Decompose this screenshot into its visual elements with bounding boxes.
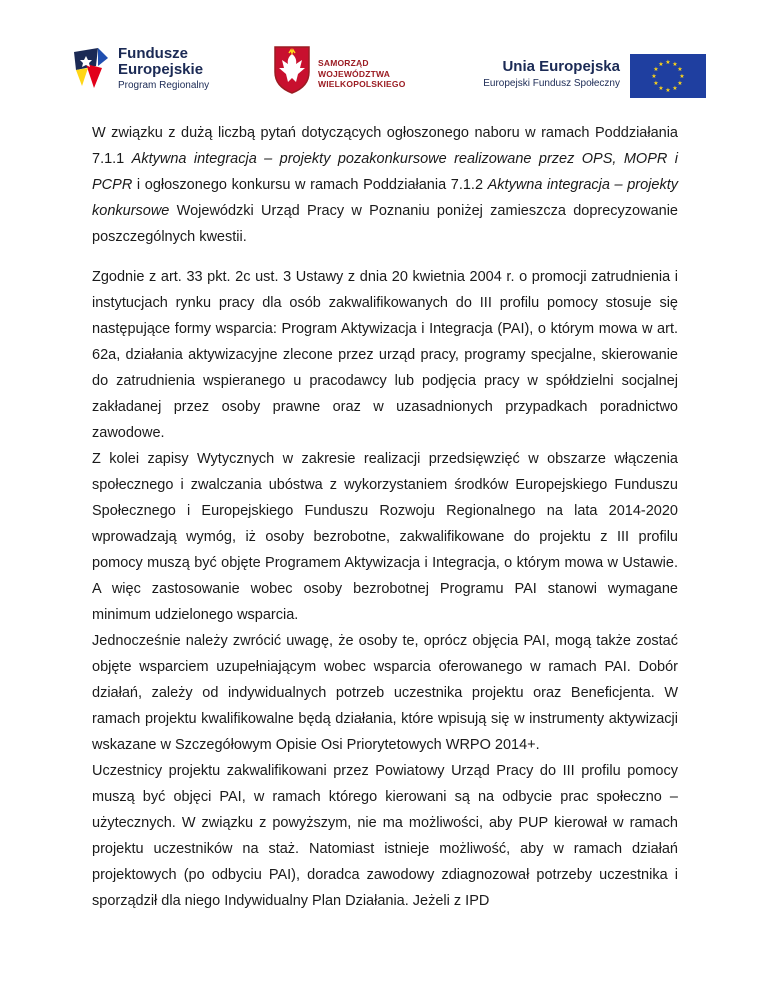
document-body [92,120,678,914]
unia-europejska-logo [466,54,706,100]
eagle-crest-icon [272,44,312,94]
ue-logo-line1: Unia Europejska [502,58,620,75]
ue-logo-line2: Europejski Fundusz Społeczny [483,78,620,89]
svg-text:★: ★ [651,73,657,80]
svg-text:★: ★ [665,87,671,94]
fe-logo-line2: Europejskie [118,61,204,78]
paragraph-wytyczne: Z kolei zapisy Wytycznych w zakresie realizacji przedsięwzięć w obszarze włączenia społecznego i zwalczania ubóstwa z wykorzystaniem środków Europejskiego Funduszu Społecznego i Europejskiego Funduszu Rozwoju Regionalnego na lata 2014-2020 wprowadzają wymóg, iż osoby bezrobotne, zakwalifikowane do projektu z III profilu pomocy muszą być objęte Programem Aktywizacja i Integracja, o którym mowa w Ustawie. A więc zastosowanie wobec osoby bezrobotnej Programu PAI stanowi wymagane minimum udzielonego wsparcia. [92,451,678,623]
fundusze-europejskie-logo [72,44,252,96]
paragraph-ustawa: Zgodnie z art. 33 pkt. 2c ust. 3 Ustawy z dnia 20 kwietnia 2004 r. o promocji zatrudnienia i instytucjach rynku pracy dla osób zakwalifikowanych do III profilu pomocy stosuje się następujące formy wsparcia: Program Aktywizacja i Integracja (PAI), o którym mowa w art. 62a, działania aktywizacyjne zlecone przez urząd pracy, programy specjalne, skierowanie do zatrudnienia wspieranego u pracodawcy lub podjęcia pracy w spółdzielni socjalnej zakładanej przez osoby prawne oraz w uzasadnionych przypadkach poradnictwo zawodowe. [92,269,678,441]
paragraph-wsparcie: Jednocześnie należy zwrócić uwagę, że osoby te, oprócz objęcia PAI, mogą także zostać objęte wsparciem uzupełniającym wobec wsparcia oferowanego w ramach PAI. Dobór działań, zależy od indywidualnych potrzeb uczestnika projektu oraz Beneficjenta. W ramach projektu kwalifikowalne będą działania, które wpisują się w instrumenty aktywizacji wskazane w Szczegółowym Opisie Osi Priorytetowych WRPO 2014+. [92,633,678,753]
svg-text:★: ★ [677,80,683,87]
svg-text:★: ★ [679,73,685,80]
paragraph-uczestnicy: Uczestnicy projektu zakwalifikowani przez Powiatowy Urząd Pracy do III profilu pomocy muszą być objęci PAI, w ramach którego kierowani są na odbycie prac społeczno – użytecznych. W związku z powyższym, nie ma możliwości, aby PUP kierował w ramach projektu uczestników na staż. Natomiast istnieje możliwość, aby w ramach działań projektowych (po odbyciu PAI), doradca zawodowy zdiagnozował potrzeby uczestnika i sporządził dla niego Indywidualny Plan Działania. Jeżeli z IPD [92,763,678,909]
paragraph-intro: W związku z dużą liczbą pytań dotyczących ogłoszonego naboru w ramach Poddziałania 7.1.1 Aktywna integracja – projekty pozakonkursowe realizowane przez OPS, MOPR i PCPR i ogłoszonego konkursu w ramach Poddziałania 7.1.2 Aktywna integracja – projekty konkursowe Wojewódzki Urząd Pracy w Poznaniu poniżej zamieszcza doprecyzowanie poszczególnych kwestii. [92,125,678,245]
svg-text:★: ★ [672,85,678,92]
fe-logo-line1: Fundusze [118,45,188,62]
svg-text:★: ★ [672,61,678,68]
svg-text:★: ★ [653,80,659,87]
fe-logo-line3: Program Regionalny [118,80,210,91]
eu-flag-icon [630,54,706,98]
samorzad-logo [272,44,442,96]
page-header [0,40,768,102]
svg-text:★: ★ [665,59,671,66]
sw-logo-line2: WIELKOPOLSKIEGO [318,79,406,90]
svg-text:★: ★ [653,66,659,73]
svg-text:★: ★ [658,61,664,68]
svg-text:★: ★ [677,66,683,73]
sw-logo-line1: SAMORZĄD WOJEWÓDZTWA [318,58,391,79]
fe-emblem-icon [72,44,114,92]
svg-text:★: ★ [658,85,664,92]
